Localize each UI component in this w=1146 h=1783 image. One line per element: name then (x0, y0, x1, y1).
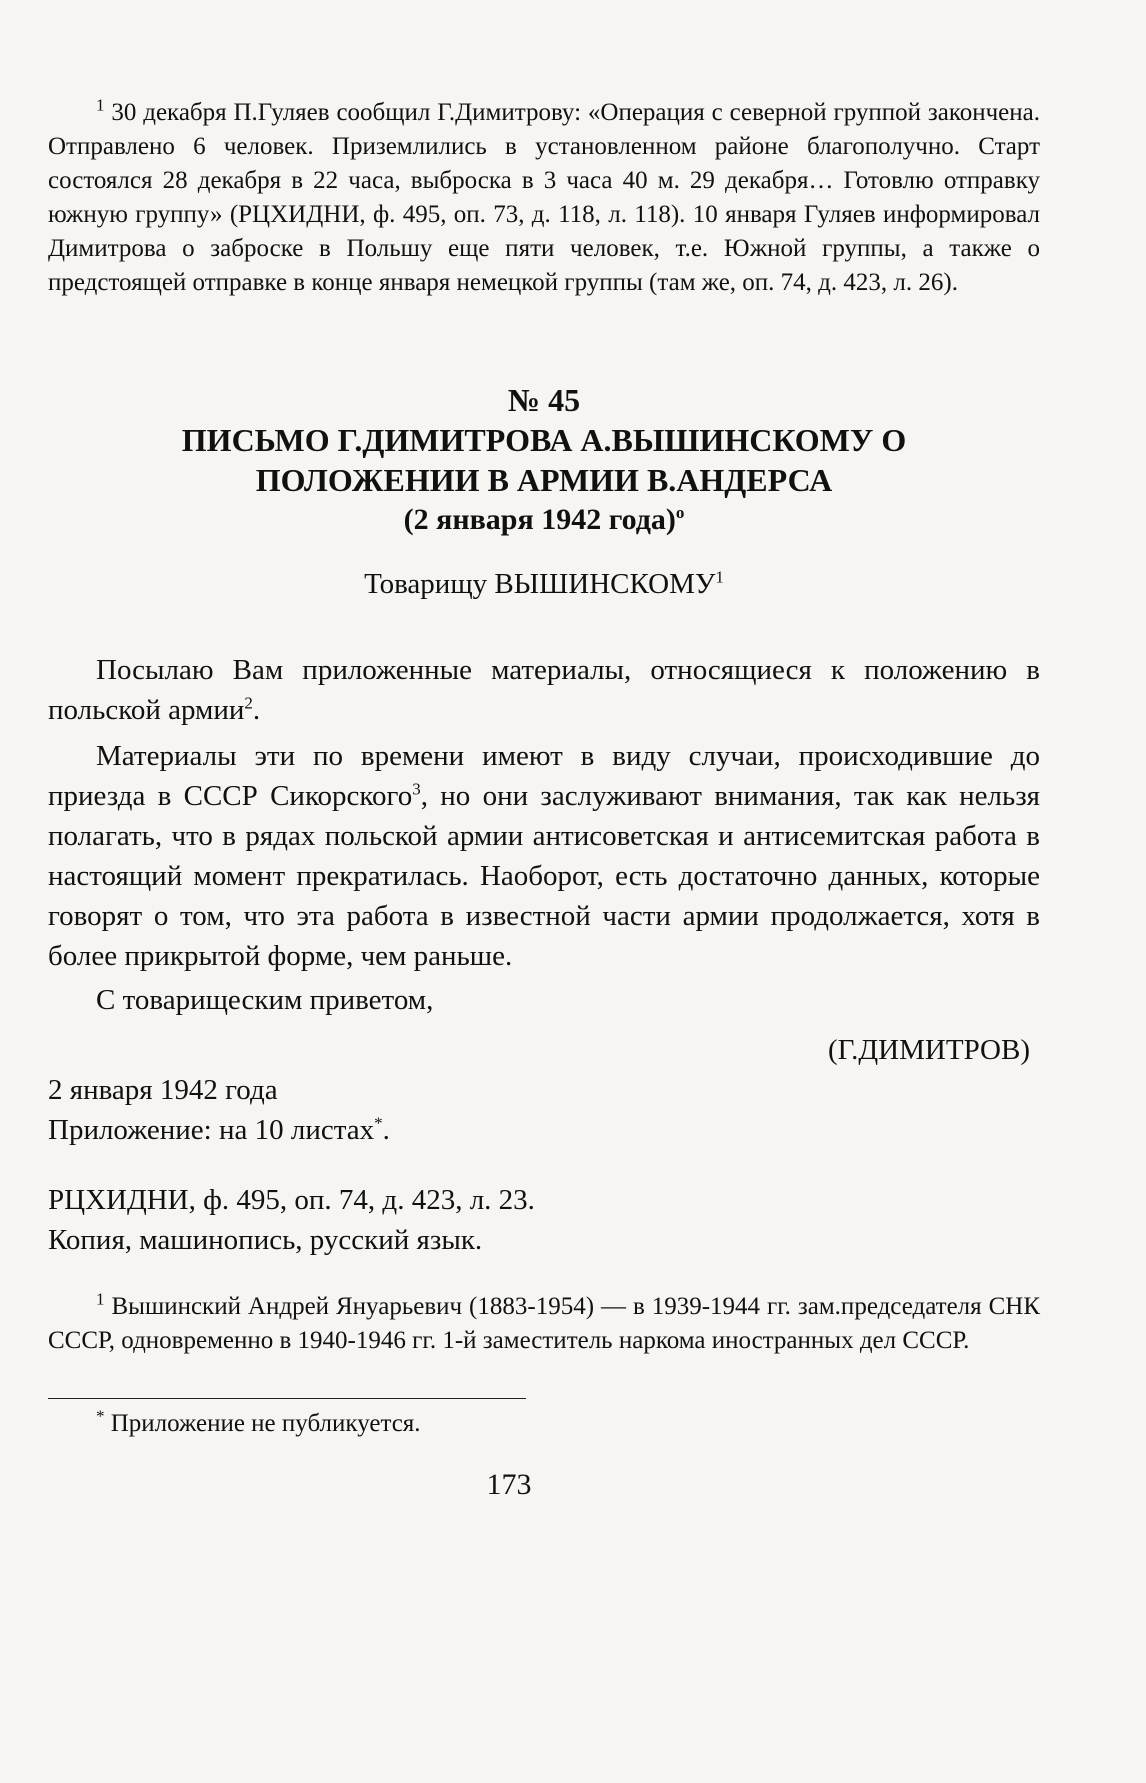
footnote-bottom-marker: 1 (96, 1289, 105, 1309)
letter-date: 2 января 1942 года (48, 1074, 278, 1106)
addressee-text: Товарищу ВЫШИНСКОМУ (364, 568, 716, 600)
document-title-line-1: ПИСЬМО Г.ДИМИТРОВА А.ВЫШИНСКОМУ О (181, 422, 907, 458)
archive-reference: РЦХИДНИ, ф. 495, оп. 74, д. 423, л. 23. (48, 1184, 535, 1216)
appendix-note (48, 1110, 1040, 1150)
book-page (48, 96, 1040, 1505)
copy-note: Копия, машинопись, русский язык. (48, 1224, 483, 1256)
footnote-marker: 1 (96, 95, 105, 115)
paragraph-1-footnote-marker: 2 (244, 693, 253, 713)
document-title-line-2: ПОЛОЖЕНИИ В АРМИИ В.АНДЕРСА (255, 462, 833, 498)
footnote-bottom (48, 1290, 1040, 1358)
paragraph-2-text-a: Материалы эти по времени имеют в виду случаи, происходившие до приезда в СССР Сикорского (48, 740, 1040, 812)
paragraph-2-text-b: , но они заслуживают внимания, так как нельзя полагать, что в рядах польской армии антисоветская и антисемитская работа в настоящий момент прекратилась. Наоборот, есть достаточно данных, которые говорят о том, что эта работа в известной части армии продолжается, хотя в более прикрытой форме, чем раньше. (48, 780, 1040, 972)
paragraph-1-text: Посылаю Вам приложенные материалы, относящиеся к положению в польской армии (48, 654, 1040, 726)
appendix-text: Приложение: на 10 листах (48, 1114, 375, 1146)
footnote-star (48, 1407, 1040, 1441)
page-number: 173 (486, 1468, 532, 1501)
document-number: № 45 (507, 382, 581, 418)
footnote-star-text: Приложение не публикуется. (110, 1410, 421, 1437)
footnote-text: 30 декабря П.Гуляев сообщил Г.Димитрову: «Операция с северной группой закончена. Отправлено 6 человек. Приземлились в установленном районе благополучно. Старт состоялся 28 декабря в 22 часа, выброска в 3 часа 40 м. 29 декабря… Готовлю отправку южную группу» (РЦХИДНИ, ф. 495, оп. 73, д. 118, л. 118). 10 января Гуляев информировал Димитрова о заброске в Польшу еще пяти человек, т.е. Южной группы, а также о предстоящей отправке в конце января немецкой группы (там же, оп. 74, д. 423, л. 26). (48, 99, 1041, 296)
footnote-bottom-text: Вышинский Андрей Януарьевич (1883-1954) — в 1939-1944 гг. зам.председателя СНК СССР, одновременно в 1940-1946 гг. 1-й заместитель наркома иностранных дел СССР. (48, 1293, 1041, 1354)
document-date-marker: о (675, 503, 685, 522)
paragraph-1-end: . (252, 694, 261, 726)
letter-paragraph-1 (48, 650, 1040, 730)
addressee-footnote-marker: 1 (715, 567, 724, 587)
footnote-star-marker: * (96, 1406, 105, 1426)
document-date-text: (2 января 1942 года) (403, 503, 676, 536)
letter-paragraph-2 (48, 736, 1040, 976)
footnote-divider (48, 1398, 526, 1399)
appendix-marker: * (374, 1113, 383, 1133)
addressee (48, 564, 1040, 604)
signature: (Г.ДИМИТРОВ) (828, 1034, 1030, 1066)
footnote-top (48, 96, 1040, 300)
appendix-end: . (382, 1114, 390, 1146)
document-date (48, 500, 1040, 540)
paragraph-2-footnote-marker: 3 (412, 779, 421, 799)
letter-greeting: С товарищеским приветом, (96, 984, 434, 1016)
